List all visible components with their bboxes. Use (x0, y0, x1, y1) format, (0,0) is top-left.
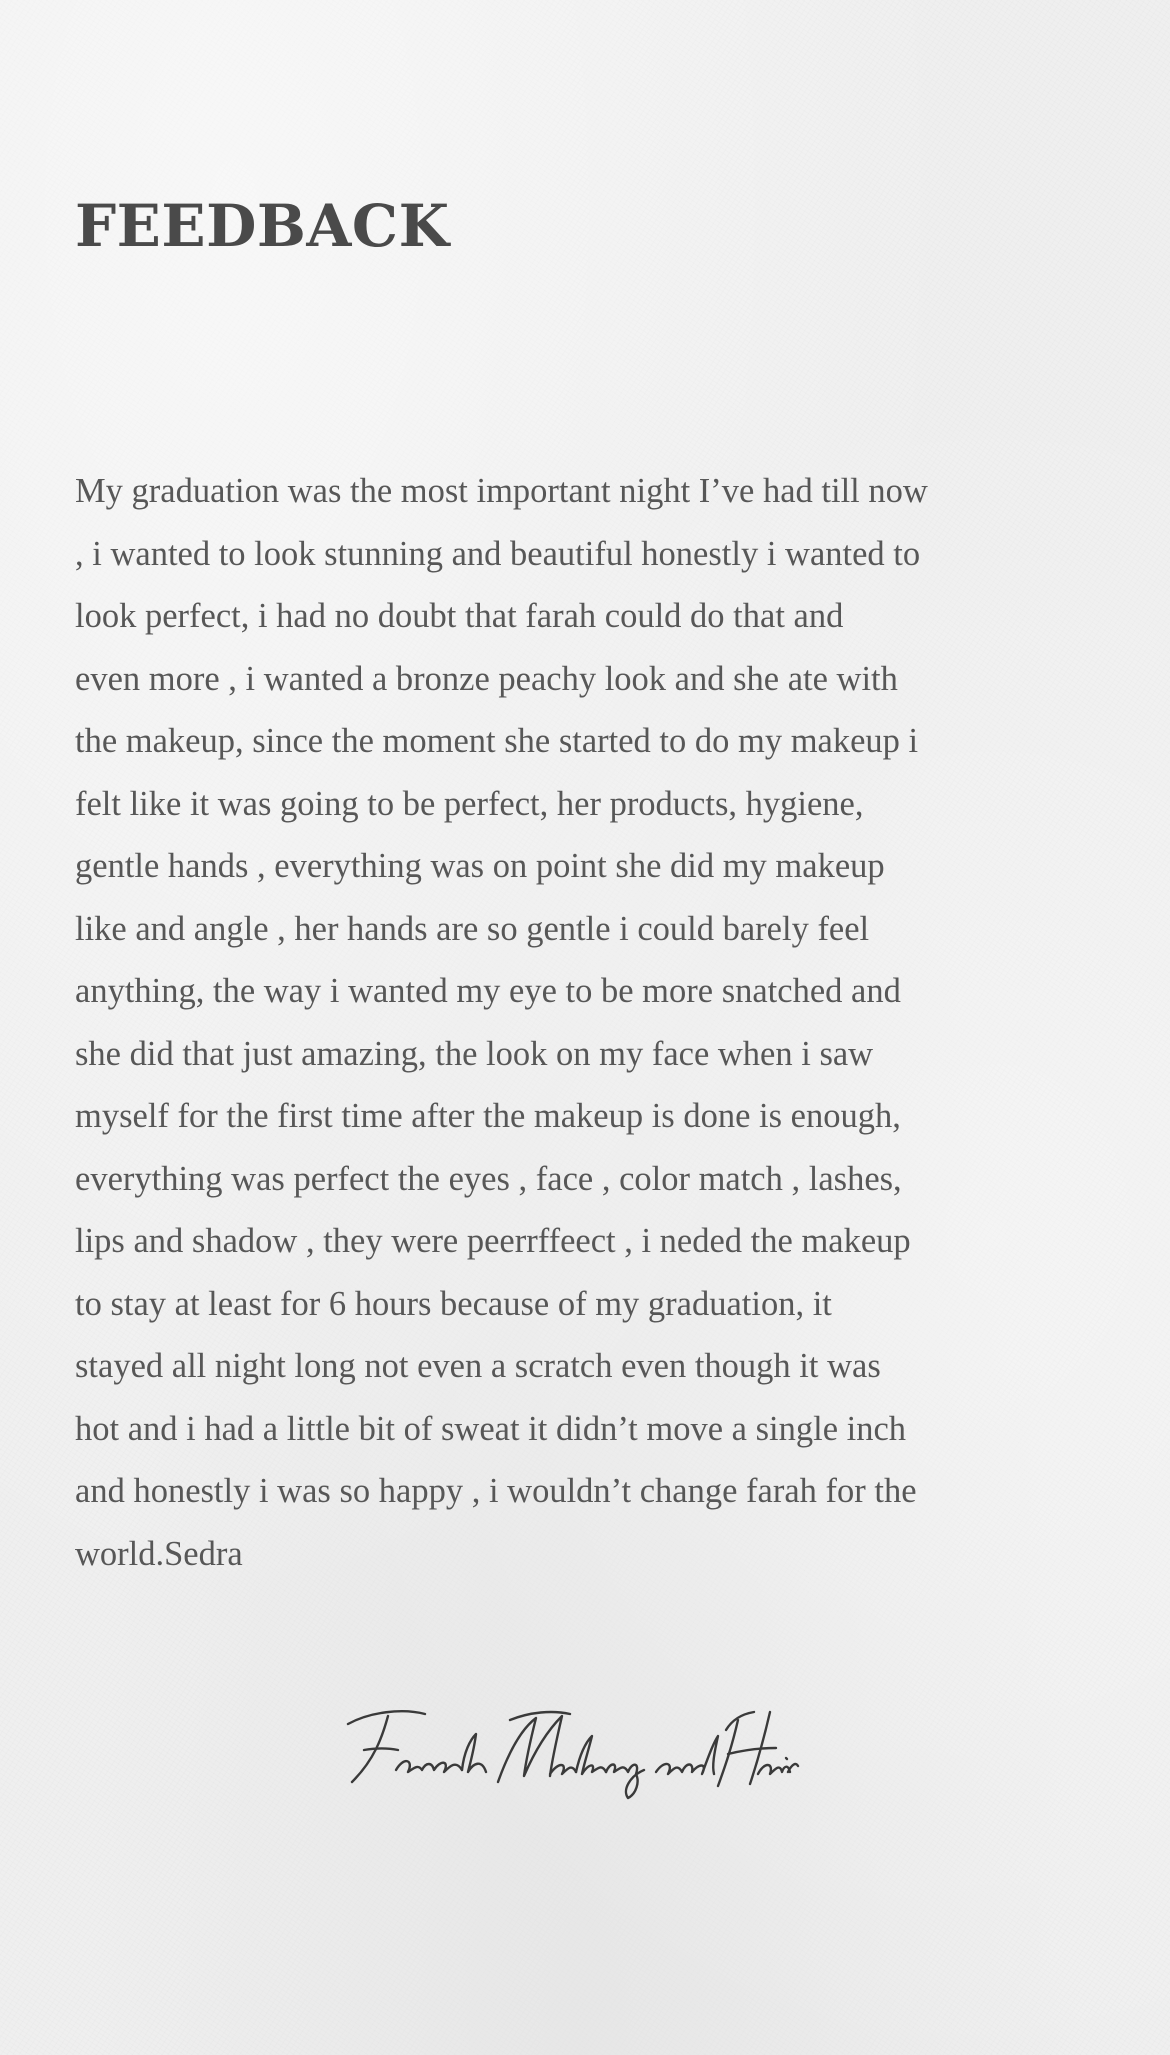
testimonial-line: the makeup, since the moment she started to do my makeup i (75, 722, 919, 760)
testimonial-line: gentle hands , everything was on point she did my makeup (75, 847, 885, 885)
testimonial-line: she did that just amazing, the look on my face when i saw (75, 1034, 874, 1073)
testimonial-line: to stay at least for 6 hours because of my graduation, it (75, 1284, 832, 1323)
testimonial-line: anything, the way i wanted my eye to be more snatched and (75, 972, 901, 1010)
testimonial-line: hot and i had a little bit of sweat it didn’t move a single inch (75, 1409, 907, 1448)
testimonial-line: world.Sedra (75, 1534, 243, 1573)
testimonial-line: felt like it was going to be perfect, her products, hygiene, (75, 784, 864, 823)
testimonial-line: lips and shadow , they were peerrffeect , i neded the makeup (75, 1222, 911, 1260)
testimonial-line: My graduation was the most important night I’ve had till now (75, 472, 928, 510)
testimonial-line: look perfect, i had no doubt that farah could do that and (75, 597, 844, 635)
testimonial-line: even more , i wanted a bronze peachy look and she ate with (75, 659, 898, 698)
testimonial-line: stayed all night long not even a scratch even though it was (75, 1347, 881, 1385)
page-title: FEEDBACK (75, 192, 450, 260)
signature-graphic (330, 1690, 800, 1800)
testimonial-line: , i wanted to look stunning and beautiful honestly i wanted to (75, 534, 921, 573)
testimonial-line: everything was perfect the eyes , face , color match , lashes, (75, 1159, 902, 1198)
testimonial-text (75, 460, 1105, 1585)
signature-logo (330, 1690, 800, 1800)
testimonial-line: like and angle , her hands are so gentle i could barely feel (75, 909, 870, 948)
testimonial-line: myself for the first time after the makeup is done is enough, (75, 1097, 901, 1135)
testimonial-line: and honestly i was so happy , i wouldn’t change farah for the (75, 1472, 917, 1510)
